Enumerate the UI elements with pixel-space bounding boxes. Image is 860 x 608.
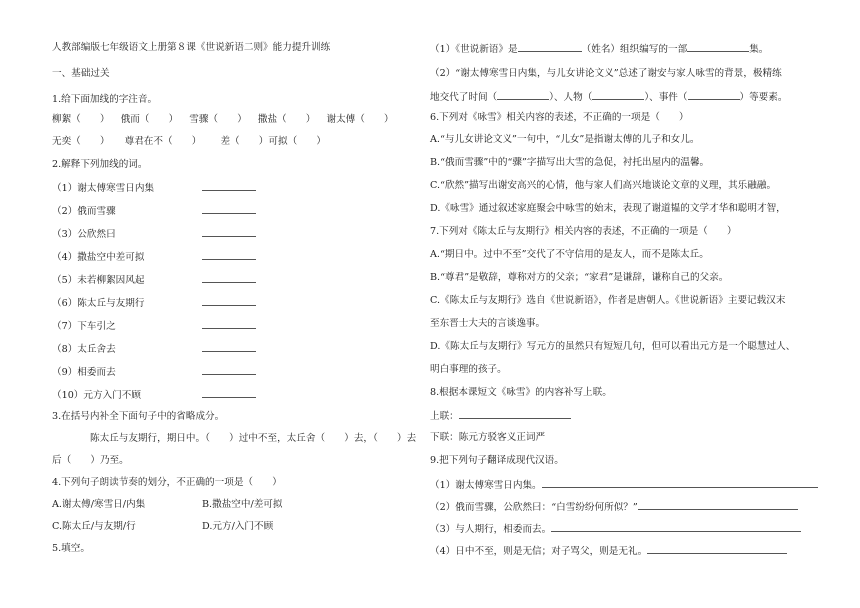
answer-blank[interactable] [459, 408, 571, 419]
q2-item: （1）谢太傅寒雪日内集 [52, 180, 256, 196]
q6-option-c[interactable]: C.“欣然”描写出谢安高兴的心情，他与家人们高兴地谈论文章的义理，其乐融融。 [430, 180, 777, 191]
worksheet-title: 人教部编版七年级语文上册第８课《世说新语二则》能力提升训练 [52, 42, 331, 53]
q4-option-d[interactable]: D.元方/入门不顾 [202, 521, 274, 532]
q2-item: （10）元方入门不顾 [52, 387, 256, 403]
q5-line1: （1）《世说新语》是 （姓名）组织编写的一部 集。 [430, 41, 768, 57]
answer-blank[interactable] [687, 41, 749, 52]
q4-option-a[interactable]: A.谢太傅/寒雪日/内集 [52, 499, 146, 510]
answer-blank[interactable] [202, 341, 256, 352]
answer-blank[interactable] [202, 272, 256, 283]
q7-option-c-cont: 至东晋士大夫的言谈逸事。 [430, 318, 546, 329]
q6-option-a[interactable]: A.“与儿女讲论文义”一句中，“儿女”是指谢太傅的儿子和女儿。 [430, 134, 700, 145]
pinyin-item: 柳絮（ ） [52, 114, 110, 125]
pinyin-item: 谢太傅（ ） [326, 114, 394, 125]
q7-option-a[interactable]: A.“期日中。过中不至”交代了不守信用的是友人，而不是陈太丘。 [430, 249, 709, 260]
answer-blank[interactable] [592, 89, 644, 100]
q5-line3: 地交代了时间（ ）、人物（ ）、事件（ ）等要素。 [430, 89, 787, 105]
q1-row1 [52, 113, 394, 127]
q1-stem: 1.给下面加线的字注音。 [52, 94, 158, 105]
q2-item: （8）太丘舍去 [52, 341, 256, 357]
pinyin-item: 撒盐（ ） [257, 114, 316, 125]
answer-blank[interactable] [551, 521, 801, 532]
answer-blank[interactable] [647, 543, 787, 554]
answer-blank[interactable] [202, 364, 256, 375]
q1-row2 [52, 135, 326, 149]
q2-item: （5）未若柳絮因风起 [52, 272, 256, 288]
answer-blank[interactable] [202, 295, 256, 306]
answer-blank[interactable] [202, 226, 256, 237]
q8-upper-couplet: 上联： [430, 408, 571, 424]
q4-stem: 4.下列句子朗读节奏的划分，不正确的一项是（ ） [52, 477, 282, 488]
q2-item: （7）下车引之 [52, 318, 256, 334]
q2-item: （3）公欣然曰 [52, 226, 256, 242]
q2-item: （9）相委而去 [52, 364, 256, 380]
pinyin-item: 尊君在不（ ） [124, 136, 202, 147]
pinyin-item: 雪骤（ ） [189, 114, 247, 125]
answer-blank[interactable] [688, 89, 740, 100]
answer-blank[interactable] [497, 89, 549, 100]
q2-item: （6）陈太丘与友期行 [52, 295, 256, 311]
answer-blank[interactable] [542, 477, 818, 488]
q2-item: （4）撒盐空中差可拟 [52, 249, 256, 265]
answer-blank[interactable] [202, 180, 256, 191]
q9-item: （2）俄而雪骤，公欣然曰：“白雪纷纷何所似？” [430, 499, 798, 515]
q8-stem: 8.根据本课短文《咏雪》的内容补写上联。 [430, 387, 612, 398]
q6-option-d[interactable]: D.《咏雪》通过叙述家庭聚会中咏雪的始末，表现了谢道韫的文学才华和聪明才智， [430, 203, 786, 214]
q3-line1: 陈太丘与友期行，期日中。（ ）过中不至，太丘舍（ ）去，（ ）去 [90, 433, 417, 444]
q4-option-c[interactable]: C.陈太丘/与友期/行 [52, 521, 136, 532]
q3-line2: 后（ ）乃至。 [52, 455, 129, 466]
q2-item: （2）俄而雪骤 [52, 203, 256, 219]
q5-stem: 5.填空。 [52, 543, 90, 554]
q7-option-d[interactable]: D.《陈太丘与友期行》写元方的虽然只有短短几句，但可以看出元方是一个聪慧过人、 [430, 341, 796, 352]
answer-blank[interactable] [202, 318, 256, 329]
q9-item: （1）谢太傅寒雪日内集。 [430, 477, 818, 493]
q7-option-b[interactable]: B.“尊君”是敬辞，尊称对方的父亲；“家君”是谦辞，谦称自己的父亲。 [430, 272, 729, 283]
q9-item: （3）与人期行，相委而去。 [430, 521, 801, 537]
q6-option-b[interactable]: B.“俄而雪骤”中的“骤”字描写出大雪的急促，衬托出屋内的温馨。 [430, 157, 710, 168]
pinyin-item: 差（ ）可拟（ ） [220, 136, 326, 147]
q7-stem: 7.下列对《陈太丘与友期行》相关内容的表述，不正确的一项是（ ） [430, 226, 737, 237]
answer-blank[interactable] [202, 387, 256, 398]
q5-line2: （2）“谢太傅寒雪日内集，与儿女讲论文义”总述了谢安与家人咏雪的背景，极精练 [430, 68, 782, 79]
q2-stem: 2.解释下列加线的词。 [52, 159, 148, 170]
section-heading: 一、基础过关 [52, 68, 110, 79]
q4-option-b[interactable]: B.撒盐空中/差可拟 [202, 499, 283, 510]
q9-item: （4）日中不至，则是无信；对子骂父，则是无礼。 [430, 543, 787, 559]
q7-option-c[interactable]: C.《陈太丘与友期行》选自《世说新语》，作者是唐朝人。《世说新语》主要记载汉末 [430, 295, 786, 306]
q7-option-d-cont: 明白事理的孩子。 [430, 364, 507, 375]
pinyin-item: 俄而（ ） [120, 114, 179, 125]
answer-blank[interactable] [518, 41, 582, 52]
answer-blank[interactable] [638, 499, 798, 510]
q8-lower-couplet: 下联：陈元方驳客义正词严 [430, 432, 546, 443]
q6-stem: 6.下列对《咏雪》相关内容的表述，不正确的一项是（ ） [430, 112, 689, 123]
q9-stem: 9.把下列句子翻译成现代汉语。 [430, 455, 564, 466]
pinyin-item: 无奕（ ） [52, 136, 110, 147]
answer-blank[interactable] [202, 203, 256, 214]
answer-blank[interactable] [202, 249, 256, 260]
q3-stem: 3.在括号内补全下面句子中的省略成分。 [52, 411, 225, 422]
